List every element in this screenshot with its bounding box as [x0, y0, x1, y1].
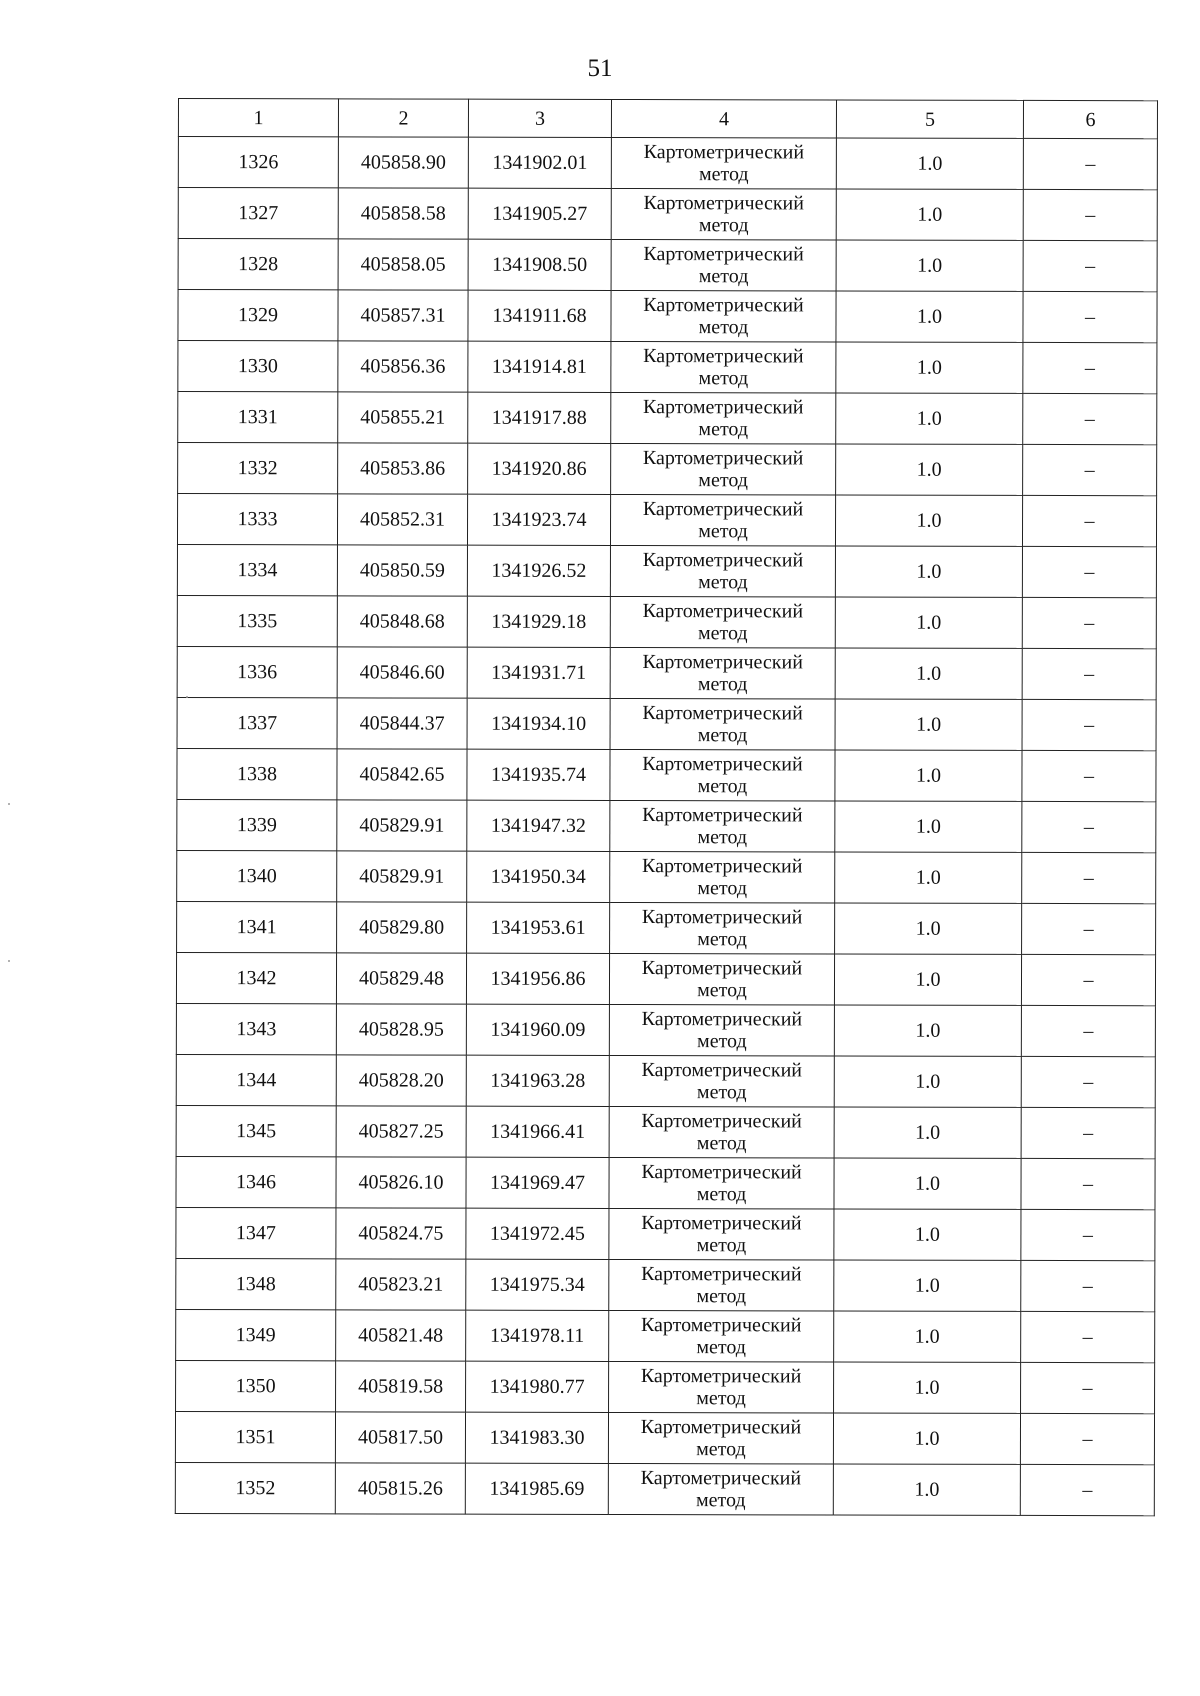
x-coordinate-cell: 405856.36 — [338, 341, 468, 392]
table-row — [177, 595, 1156, 648]
accuracy-cell: 1.0 — [834, 1107, 1021, 1158]
y-coordinate-cell: 1341950.34 — [467, 851, 610, 902]
point-number-cell: 1331 — [178, 392, 338, 443]
accuracy-cell: 1.0 — [834, 1311, 1021, 1362]
y-coordinate-cell: 1341908.50 — [468, 239, 611, 290]
accuracy-cell: 1.0 — [834, 1209, 1021, 1260]
method-line-1: Картометрический — [643, 141, 805, 164]
point-number-cell: 1334 — [177, 545, 337, 596]
x-coordinate-cell: 405823.21 — [336, 1259, 466, 1310]
table-row — [177, 697, 1156, 750]
note-cell: – — [1023, 240, 1157, 291]
method-line-1: Картометрический — [640, 1314, 802, 1337]
table-row — [176, 1105, 1155, 1158]
method-line-1: Картометрический — [641, 1110, 802, 1133]
x-coordinate-cell: 405828.95 — [336, 1004, 466, 1055]
column-header-5: 5 — [836, 100, 1023, 138]
accuracy-cell: 1.0 — [835, 699, 1022, 750]
method-cell — [610, 800, 835, 852]
point-number-cell: 1350 — [176, 1360, 336, 1411]
table-row — [178, 137, 1157, 190]
x-coordinate-cell: 405850.59 — [337, 545, 467, 596]
table-row — [176, 1207, 1155, 1260]
y-coordinate-cell: 1341963.28 — [466, 1055, 609, 1106]
note-cell: – — [1021, 1209, 1155, 1260]
y-coordinate-cell: 1341969.47 — [466, 1157, 609, 1208]
x-coordinate-cell: 405858.05 — [338, 239, 468, 290]
y-coordinate-cell: 1341972.45 — [466, 1208, 609, 1259]
method-line-2: метод — [696, 1336, 746, 1359]
method-cell — [609, 1259, 834, 1311]
method-line-2: метод — [697, 1030, 747, 1053]
x-coordinate-cell: 405815.26 — [335, 1463, 465, 1514]
method-line-1: Картометрический — [641, 1161, 802, 1184]
accuracy-cell: 1.0 — [836, 189, 1023, 240]
method-line-2: метод — [697, 877, 748, 900]
note-cell: – — [1022, 648, 1156, 699]
point-number-cell: 1329 — [178, 290, 338, 341]
y-coordinate-cell: 1341983.30 — [465, 1412, 608, 1463]
x-coordinate-cell: 405844.37 — [337, 698, 467, 749]
table-row — [177, 646, 1156, 699]
scan-speck — [8, 960, 10, 962]
method-line-2: метод — [697, 673, 748, 696]
column-header-3: 3 — [468, 99, 611, 137]
note-cell: – — [1020, 1413, 1154, 1464]
accuracy-cell: 1.0 — [835, 546, 1022, 597]
method-cell — [611, 188, 836, 240]
method-cell — [610, 749, 835, 801]
note-cell: – — [1022, 699, 1156, 750]
method-line-2: метод — [697, 826, 748, 849]
note-cell: – — [1021, 1056, 1155, 1107]
method-line-1: Картометрический — [641, 1059, 803, 1082]
method-line-1: Картометрический — [641, 1008, 803, 1031]
method-line-1: Картометрический — [641, 906, 803, 929]
method-cell — [611, 290, 836, 342]
table-row — [178, 341, 1157, 394]
note-cell: – — [1021, 1158, 1155, 1209]
table-row — [176, 1309, 1155, 1362]
method-line-1: Картометрический — [641, 855, 803, 878]
method-line-1: Картометрический — [640, 1365, 802, 1388]
x-coordinate-cell: 405842.65 — [337, 749, 467, 800]
method-line-2: метод — [696, 1183, 747, 1206]
accuracy-cell: 1.0 — [836, 444, 1023, 495]
y-coordinate-cell: 1341931.71 — [467, 647, 610, 698]
method-line-2: метод — [697, 724, 748, 747]
x-coordinate-cell: 405819.58 — [336, 1361, 466, 1412]
point-number-cell: 1330 — [178, 341, 338, 392]
method-line-2: метод — [696, 1285, 747, 1308]
note-cell: – — [1023, 189, 1157, 240]
method-line-1: Картометрический — [640, 1416, 802, 1439]
note-cell: – — [1023, 444, 1157, 495]
point-number-cell: 1344 — [176, 1054, 336, 1105]
point-number-cell: 1339 — [177, 799, 337, 850]
accuracy-cell: 1.0 — [834, 1056, 1021, 1107]
method-line-2: метод — [697, 622, 748, 645]
note-cell: – — [1021, 1005, 1155, 1056]
accuracy-cell: 1.0 — [834, 954, 1021, 1005]
method-cell — [609, 1055, 834, 1107]
note-cell: – — [1021, 1260, 1155, 1311]
coordinates-table — [175, 98, 1158, 1516]
table-row — [178, 443, 1157, 496]
accuracy-cell: 1.0 — [835, 648, 1022, 699]
x-coordinate-cell: 405846.60 — [337, 647, 467, 698]
point-number-cell: 1328 — [178, 239, 338, 290]
x-coordinate-cell: 405853.86 — [338, 443, 468, 494]
table-row — [178, 239, 1157, 292]
accuracy-cell: 1.0 — [836, 342, 1023, 393]
x-coordinate-cell: 405829.91 — [337, 800, 467, 851]
x-coordinate-cell: 405826.10 — [336, 1157, 466, 1208]
table-row — [176, 1003, 1155, 1056]
method-line-1: Картометрический — [643, 294, 804, 317]
point-number-cell: 1346 — [176, 1156, 336, 1207]
method-line-2: метод — [698, 316, 749, 339]
table-row — [175, 1411, 1154, 1464]
accuracy-cell: 1.0 — [835, 597, 1022, 648]
note-cell: – — [1021, 954, 1155, 1005]
method-cell — [610, 545, 835, 597]
point-number-cell: 1332 — [178, 443, 338, 494]
y-coordinate-cell: 1341953.61 — [467, 902, 610, 953]
y-coordinate-cell: 1341917.88 — [468, 392, 611, 443]
method-line-2: метод — [696, 1438, 746, 1461]
x-coordinate-cell: 405821.48 — [336, 1310, 466, 1361]
method-line-2: метод — [696, 1387, 746, 1410]
method-line-2: метод — [696, 1132, 747, 1155]
note-cell: – — [1022, 852, 1156, 903]
method-cell — [608, 1463, 833, 1515]
method-cell — [610, 902, 835, 954]
method-line-1: Картометрический — [642, 753, 803, 776]
method-line-1: Картометрический — [642, 804, 803, 827]
accuracy-cell: 1.0 — [836, 291, 1023, 342]
method-cell — [611, 239, 836, 291]
point-number-cell: 1340 — [177, 850, 337, 901]
x-coordinate-cell: 405817.50 — [335, 1412, 465, 1463]
method-line-1: Картометрический — [643, 345, 804, 368]
point-number-cell: 1333 — [177, 494, 337, 545]
x-coordinate-cell: 405829.80 — [337, 902, 467, 953]
y-coordinate-cell: 1341947.32 — [467, 800, 610, 851]
point-number-cell: 1348 — [176, 1258, 336, 1309]
x-coordinate-cell: 405848.68 — [337, 596, 467, 647]
method-line-2: метод — [698, 367, 749, 390]
point-number-cell: 1336 — [177, 646, 337, 697]
method-line-2: метод — [697, 775, 748, 798]
column-header-4: 4 — [611, 99, 836, 138]
x-coordinate-cell: 405858.58 — [338, 188, 468, 239]
method-cell — [611, 392, 836, 444]
accuracy-cell: 1.0 — [835, 852, 1022, 903]
method-line-1: Картометрический — [642, 702, 803, 725]
y-coordinate-cell: 1341966.41 — [466, 1106, 609, 1157]
method-line-1: Картометрический — [642, 447, 804, 470]
header-row — [178, 99, 1157, 139]
note-cell: – — [1022, 546, 1156, 597]
method-line-1: Картометрический — [643, 396, 804, 419]
note-cell: – — [1023, 342, 1157, 393]
method-cell — [610, 647, 835, 699]
column-header-2: 2 — [338, 99, 468, 137]
method-line-1: Картометрический — [642, 549, 804, 572]
y-coordinate-cell: 1341905.27 — [468, 188, 611, 239]
point-number-cell: 1342 — [176, 952, 336, 1003]
x-coordinate-cell: 405827.25 — [336, 1106, 466, 1157]
scan-speck — [8, 803, 10, 805]
x-coordinate-cell: 405829.91 — [337, 851, 467, 902]
method-cell — [609, 1106, 834, 1158]
method-line-1: Картометрический — [643, 192, 805, 215]
table-row — [177, 901, 1156, 954]
method-line-2: метод — [698, 418, 749, 441]
point-number-cell: 1335 — [177, 595, 337, 646]
note-cell: – — [1022, 801, 1156, 852]
accuracy-cell: 1.0 — [834, 1260, 1021, 1311]
y-coordinate-cell: 1341920.86 — [468, 443, 611, 494]
accuracy-cell: 1.0 — [834, 1158, 1021, 1209]
point-number-cell: 1345 — [176, 1105, 336, 1156]
x-coordinate-cell: 405828.20 — [336, 1055, 466, 1106]
method-line-1: Картометрический — [642, 651, 803, 674]
method-line-2: метод — [697, 928, 747, 951]
method-cell — [611, 341, 836, 393]
method-line-2: метод — [698, 520, 748, 543]
method-line-2: метод — [698, 571, 748, 594]
point-number-cell: 1347 — [176, 1207, 336, 1258]
table-header — [178, 99, 1157, 139]
accuracy-cell: 1.0 — [836, 240, 1023, 291]
y-coordinate-cell: 1341956.86 — [466, 953, 609, 1004]
y-coordinate-cell: 1341978.11 — [466, 1310, 609, 1361]
method-line-1: Картометрический — [642, 498, 804, 521]
table-row — [176, 1054, 1155, 1107]
y-coordinate-cell: 1341929.18 — [467, 596, 610, 647]
x-coordinate-cell: 405858.90 — [338, 137, 468, 188]
y-coordinate-cell: 1341934.10 — [467, 698, 610, 749]
x-coordinate-cell: 405855.21 — [338, 392, 468, 443]
method-cell — [609, 1157, 834, 1209]
table-row — [177, 494, 1156, 547]
accuracy-cell: 1.0 — [836, 393, 1023, 444]
method-line-2: метод — [697, 979, 747, 1002]
accuracy-cell: 1.0 — [833, 1413, 1020, 1464]
method-cell — [610, 494, 835, 546]
note-cell: – — [1023, 393, 1157, 444]
y-coordinate-cell: 1341914.81 — [468, 341, 611, 392]
note-cell: – — [1021, 1107, 1155, 1158]
point-number-cell: 1326 — [178, 137, 338, 188]
note-cell: – — [1022, 750, 1156, 801]
method-cell — [609, 953, 834, 1005]
x-coordinate-cell: 405829.48 — [336, 953, 466, 1004]
point-number-cell: 1337 — [177, 697, 337, 748]
point-number-cell: 1352 — [175, 1462, 335, 1513]
method-line-1: Картометрический — [641, 957, 803, 980]
point-number-cell: 1327 — [178, 188, 338, 239]
accuracy-cell: 1.0 — [834, 1362, 1021, 1413]
table-row — [177, 748, 1156, 801]
table-body — [175, 137, 1157, 1516]
x-coordinate-cell: 405857.31 — [338, 290, 468, 341]
note-cell: – — [1022, 903, 1156, 954]
method-line-2: метод — [695, 1489, 746, 1512]
method-cell — [609, 1310, 834, 1362]
y-coordinate-cell: 1341935.74 — [467, 749, 610, 800]
table-row — [178, 290, 1157, 343]
table-row — [178, 188, 1157, 241]
table-row — [177, 799, 1156, 852]
scan-speck — [186, 696, 188, 698]
y-coordinate-cell: 1341980.77 — [466, 1361, 609, 1412]
point-number-cell: 1343 — [176, 1003, 336, 1054]
y-coordinate-cell: 1341911.68 — [468, 290, 611, 341]
method-line-1: Картометрический — [641, 1263, 802, 1286]
y-coordinate-cell: 1341975.34 — [466, 1259, 609, 1310]
method-line-1: Картометрический — [642, 600, 804, 623]
x-coordinate-cell: 405852.31 — [337, 494, 467, 545]
y-coordinate-cell: 1341960.09 — [466, 1004, 609, 1055]
method-cell — [608, 1412, 833, 1464]
table-row — [176, 1258, 1155, 1311]
method-line-2: метод — [696, 1234, 747, 1257]
note-cell: – — [1023, 138, 1157, 189]
note-cell: – — [1021, 1362, 1155, 1413]
accuracy-cell: 1.0 — [835, 750, 1022, 801]
table-row — [176, 1156, 1155, 1209]
y-coordinate-cell: 1341926.52 — [467, 545, 610, 596]
method-cell — [610, 851, 835, 903]
note-cell: – — [1020, 1464, 1154, 1515]
point-number-cell: 1338 — [177, 748, 337, 799]
column-header-6: 6 — [1023, 100, 1157, 138]
method-line-2: метод — [698, 469, 748, 492]
note-cell: – — [1022, 495, 1156, 546]
accuracy-cell: 1.0 — [835, 903, 1022, 954]
table-row — [175, 1462, 1154, 1515]
method-cell — [611, 443, 836, 495]
method-cell — [611, 137, 836, 189]
method-cell — [609, 1004, 834, 1056]
column-header-1: 1 — [178, 99, 338, 137]
point-number-cell: 1349 — [176, 1309, 336, 1360]
point-number-cell: 1351 — [175, 1411, 335, 1462]
method-line-1: Картометрический — [643, 243, 804, 266]
method-line-2: метод — [696, 1081, 747, 1104]
accuracy-cell: 1.0 — [835, 801, 1022, 852]
method-cell — [609, 1208, 834, 1260]
method-line-1: Картометрический — [641, 1212, 802, 1235]
x-coordinate-cell: 405824.75 — [336, 1208, 466, 1259]
table-row — [176, 1360, 1155, 1413]
note-cell: – — [1021, 1311, 1155, 1362]
table-row — [176, 952, 1155, 1005]
y-coordinate-cell: 1341902.01 — [468, 137, 611, 188]
method-line-2: метод — [698, 214, 749, 237]
accuracy-cell: 1.0 — [834, 1005, 1021, 1056]
table-row — [177, 850, 1156, 903]
y-coordinate-cell: 1341985.69 — [465, 1463, 608, 1514]
method-line-2: метод — [698, 163, 749, 186]
note-cell: – — [1023, 291, 1157, 342]
table-row — [177, 545, 1156, 598]
accuracy-cell: 1.0 — [836, 138, 1023, 189]
accuracy-cell: 1.0 — [833, 1464, 1020, 1515]
method-line-2: метод — [698, 265, 749, 288]
method-cell — [610, 698, 835, 750]
note-cell: – — [1022, 597, 1156, 648]
method-cell — [610, 596, 835, 648]
method-line-1: Картометрический — [640, 1467, 802, 1490]
y-coordinate-cell: 1341923.74 — [467, 494, 610, 545]
accuracy-cell: 1.0 — [835, 495, 1022, 546]
method-cell — [609, 1361, 834, 1413]
table-row — [178, 392, 1157, 445]
point-number-cell: 1341 — [177, 901, 337, 952]
page-number: 51 — [587, 55, 613, 82]
